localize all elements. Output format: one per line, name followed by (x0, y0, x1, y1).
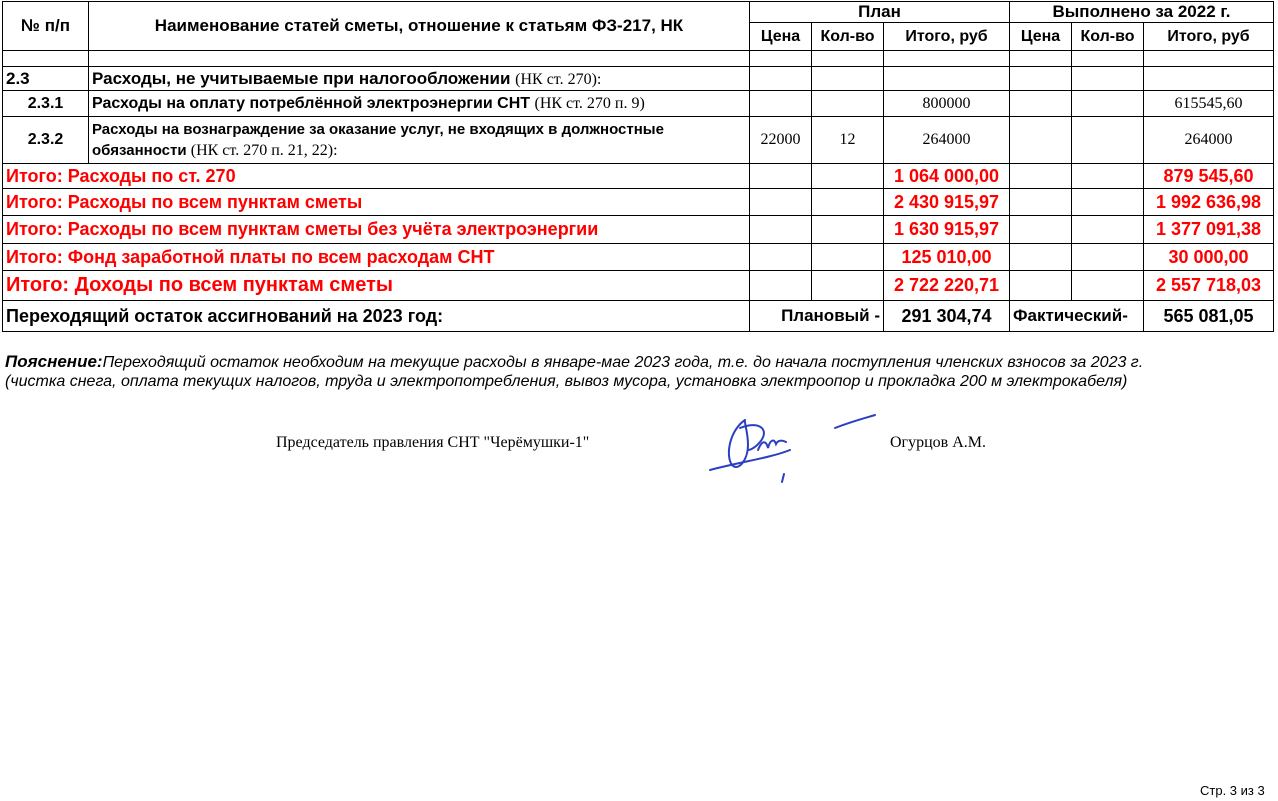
header-plan-qty: Кол-во (812, 23, 884, 51)
cell-done-total: 264000 (1144, 117, 1274, 164)
total-done: 1 377 091,38 (1144, 216, 1274, 244)
total-row (3, 271, 1274, 301)
page-number: Стр. 3 из 3 (1200, 783, 1265, 798)
header-name: Наименование статей сметы, отношение к статьям ФЗ-217, НК (89, 2, 750, 51)
total-row (3, 164, 1274, 189)
row-name: Расходы на вознаграждение за оказание услуг, не входящих в должностные обязанности (НК ст. 270 п. 21, 22): (89, 117, 750, 164)
carryover-label: Переходящий остаток ассигнований на 2023 год: (3, 301, 750, 332)
cell-done-total: 615545,60 (1144, 91, 1274, 117)
total-done: 1 992 636,98 (1144, 189, 1274, 216)
total-label: Итого: Расходы по ст. 270 (3, 164, 750, 189)
handwritten-signature (700, 410, 880, 490)
row-num: 2.3 (3, 67, 89, 91)
table-row (3, 91, 1274, 117)
note-line1: Переходящий остаток необходим на текущие расходы в январе-мае 2023 года, т.е. до начала поступления членских взносов за 2023 г. (102, 354, 1144, 371)
carryover-row (3, 301, 1274, 332)
total-plan: 1 630 915,97 (884, 216, 1010, 244)
table-row (3, 67, 1274, 91)
header-plan-total: Итого, руб (884, 23, 1010, 51)
carryover-plan-value: 291 304,74 (884, 301, 1010, 332)
carryover-plan-label: Плановый - (750, 301, 884, 332)
table-row (3, 117, 1274, 164)
total-row (3, 244, 1274, 271)
header-plan: План (750, 2, 1010, 23)
cell-plan-qty: 12 (812, 117, 884, 164)
row-num: 2.3.1 (3, 91, 89, 117)
total-plan: 125 010,00 (884, 244, 1010, 271)
signatory-title: Председатель правления СНТ "Черёмушки-1" (276, 434, 590, 451)
cell-plan-total: 800000 (884, 91, 1010, 117)
total-label: Итого: Расходы по всем пунктам сметы (3, 189, 750, 216)
estimate-table (2, 1, 1274, 332)
header-done-total: Итого, руб (1144, 23, 1274, 51)
header-plan-price: Цена (750, 23, 812, 51)
total-label: Итого: Фонд заработной платы по всем расходам СНТ (3, 244, 750, 271)
row-name: Расходы, не учитываемые при налогообложении (НК ст. 270): (89, 67, 750, 91)
cell-plan-total: 264000 (884, 117, 1010, 164)
total-row (3, 216, 1274, 244)
carryover-fact-value: 565 081,05 (1144, 301, 1274, 332)
header-num: № п/п (3, 2, 89, 51)
spacer-row (3, 51, 1274, 67)
carryover-fact-label: Фактический- (1010, 301, 1144, 332)
total-label: Итого: Доходы по всем пунктам сметы (3, 271, 750, 301)
cell-plan-price: 22000 (750, 117, 812, 164)
note-title: Пояснение: (5, 352, 103, 371)
row-num: 2.3.2 (3, 117, 89, 164)
total-plan: 2 722 220,71 (884, 271, 1010, 301)
header-done-qty: Кол-во (1072, 23, 1144, 51)
header-done-price: Цена (1010, 23, 1072, 51)
header-row (3, 2, 1274, 23)
total-done: 2 557 718,03 (1144, 271, 1274, 301)
row-name: Расходы на оплату потреблённой электроэнергии СНТ (НК ст. 270 п. 9) (89, 91, 750, 117)
header-done: Выполнено за 2022 г. (1010, 2, 1274, 23)
total-done: 30 000,00 (1144, 244, 1274, 271)
total-row (3, 189, 1274, 216)
total-done: 879 545,60 (1144, 164, 1274, 189)
signatory-name: Огурцов А.М. (890, 434, 987, 451)
total-plan: 2 430 915,97 (884, 189, 1010, 216)
note-line2: (чистка снега, оплата текущих налогов, труда и электропотребления, вывоз мусора, установка электроопор и прокладка 200 м электрокабеля) (5, 373, 1128, 390)
total-label: Итого: Расходы по всем пунктам сметы без учёта электроэнергии (3, 216, 750, 244)
total-plan: 1 064 000,00 (884, 164, 1010, 189)
explanation-note (5, 352, 1277, 391)
